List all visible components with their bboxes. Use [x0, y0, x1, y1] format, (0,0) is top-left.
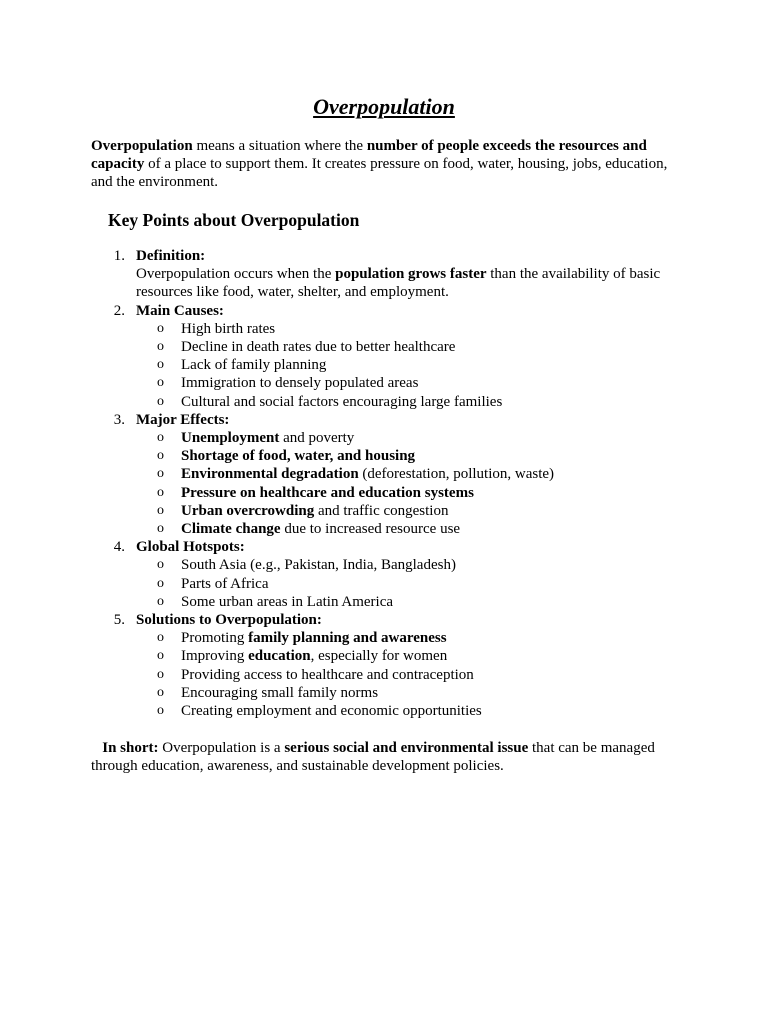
in-short-text-1: Overpopulation is a	[158, 740, 285, 756]
item-title: Definition:	[136, 248, 206, 264]
sub-item-segment: Parts of Africa	[181, 575, 269, 592]
sub-list-item	[136, 666, 681, 684]
intro-paragraph	[91, 137, 681, 192]
sub-list-item	[136, 356, 681, 374]
bullet-marker: o	[157, 557, 164, 573]
bullet-marker: o	[157, 466, 164, 482]
sub-list-item	[136, 702, 681, 720]
sub-item-segment: South Asia (e.g., Pakistan, India, Bangladesh)	[181, 557, 456, 574]
bullet-marker: o	[157, 448, 164, 464]
sub-item-segment: Encouraging small family norms	[181, 684, 379, 701]
sub-list	[136, 429, 681, 538]
sub-item-segment: due to increased resource use	[280, 521, 461, 538]
sub-item-segment: Decline in death rates due to better healthcare	[181, 339, 456, 356]
list-item	[91, 411, 681, 538]
bullet-marker: o	[157, 593, 164, 609]
sub-list	[136, 556, 681, 611]
bullet-marker: o	[157, 666, 164, 682]
sub-item-segment: (deforestation, pollution, waste)	[358, 466, 555, 483]
sub-item-segment: and poverty	[279, 430, 355, 447]
bullet-marker: o	[157, 521, 164, 537]
sub-list-item	[136, 647, 681, 665]
list-item	[91, 611, 681, 720]
sub-list-item	[136, 465, 681, 483]
sub-list-item	[136, 502, 681, 520]
sub-item-segment: Cultural and social factors encouraging large families	[181, 393, 503, 410]
sub-item-segment: , especially for women	[310, 648, 448, 665]
bullet-marker: o	[157, 375, 164, 391]
sub-list-item	[136, 684, 681, 702]
sub-list-item	[136, 593, 681, 611]
bullet-marker: o	[157, 684, 164, 700]
sub-list-item	[136, 320, 681, 338]
bullet-marker: o	[157, 430, 164, 446]
bullet-marker: o	[157, 393, 164, 409]
bullet-marker: o	[157, 339, 164, 355]
sub-item-segment: Urban overcrowding	[181, 502, 315, 519]
item-number: 3.	[113, 411, 125, 428]
sub-list-item	[136, 575, 681, 593]
item-number: 1.	[113, 248, 125, 264]
item-title: Main Causes:	[136, 302, 224, 319]
sub-item-segment: Improving	[181, 648, 249, 665]
sub-item-segment: Pressure on healthcare and education systems	[181, 484, 474, 501]
sub-item-segment: Some urban areas in Latin America	[181, 593, 394, 610]
bullet-marker: o	[157, 320, 164, 336]
sub-item-segment: Shortage of food, water, and housing	[181, 448, 416, 465]
sub-item-segment: Climate change	[181, 521, 281, 538]
description-segment: than the availability of basic resources like food, water, shelter, and employment.	[136, 266, 661, 301]
sub-item-segment: Creating employment and economic opportunities	[181, 703, 482, 720]
in-short-text-2: that can be managed through education, awareness, and sustainable development policies.	[91, 740, 655, 775]
sub-item-segment: education	[248, 648, 311, 665]
intro-emphasis: number of people exceeds the resources and capacity	[91, 138, 647, 173]
sub-item-segment: Lack of family planning	[181, 357, 327, 374]
item-title: Major Effects:	[136, 411, 230, 428]
bullet-marker: o	[157, 648, 164, 664]
in-short-label: In short:	[102, 740, 159, 756]
sub-list-item	[136, 629, 681, 647]
bullet-marker: o	[157, 703, 164, 719]
description-segment: population grows faster	[335, 266, 487, 283]
sub-list-item	[136, 338, 681, 356]
item-title: Solutions to Overpopulation:	[136, 612, 322, 629]
bullet-marker: o	[157, 484, 164, 500]
item-description	[136, 265, 681, 301]
sub-item-segment: Providing access to healthcare and contraception	[181, 666, 474, 683]
bullet-marker: o	[157, 630, 164, 646]
sub-item-segment: Immigration to densely populated areas	[181, 375, 419, 392]
bullet-marker: o	[157, 357, 164, 373]
item-title: Global Hotspots:	[136, 539, 245, 556]
section-heading: Key Points about Overpopulation	[108, 210, 360, 230]
sub-list-item	[136, 484, 681, 502]
in-short-paragraph	[91, 739, 681, 775]
sub-list-item	[136, 393, 681, 411]
sub-list-item	[136, 447, 681, 465]
description-segment: Overpopulation occurs when the	[136, 266, 336, 283]
document-title: Overpopulation	[313, 94, 455, 119]
item-number: 5.	[113, 612, 125, 629]
key-points-list	[91, 247, 681, 720]
sub-list	[136, 629, 681, 720]
sub-item-segment: High birth rates	[181, 320, 276, 337]
list-item	[91, 247, 681, 302]
sub-item-segment: and traffic congestion	[314, 502, 449, 519]
intro-text-2: of a place to support them. It creates pressure on food, water, housing, jobs, education, and the environment.	[91, 156, 668, 191]
sub-item-segment: Environmental degradation	[181, 466, 359, 483]
item-number: 4.	[113, 539, 125, 556]
intro-term: Overpopulation	[91, 138, 193, 154]
intro-text-1: means a situation where the	[192, 138, 367, 154]
sub-list	[136, 320, 681, 411]
sub-item-segment: Unemployment	[181, 430, 280, 447]
bullet-marker: o	[157, 575, 164, 591]
in-short-emphasis: serious social and environmental issue	[284, 740, 529, 756]
list-item	[91, 302, 681, 411]
item-number: 2.	[113, 302, 125, 319]
sub-item-segment: Promoting	[181, 630, 249, 647]
sub-list-item	[136, 429, 681, 447]
sub-list-item	[136, 520, 681, 538]
bullet-marker: o	[157, 502, 164, 518]
sub-list-item	[136, 374, 681, 392]
sub-item-segment: family planning and awareness	[248, 630, 447, 647]
sub-list-item	[136, 556, 681, 574]
list-item	[91, 538, 681, 611]
